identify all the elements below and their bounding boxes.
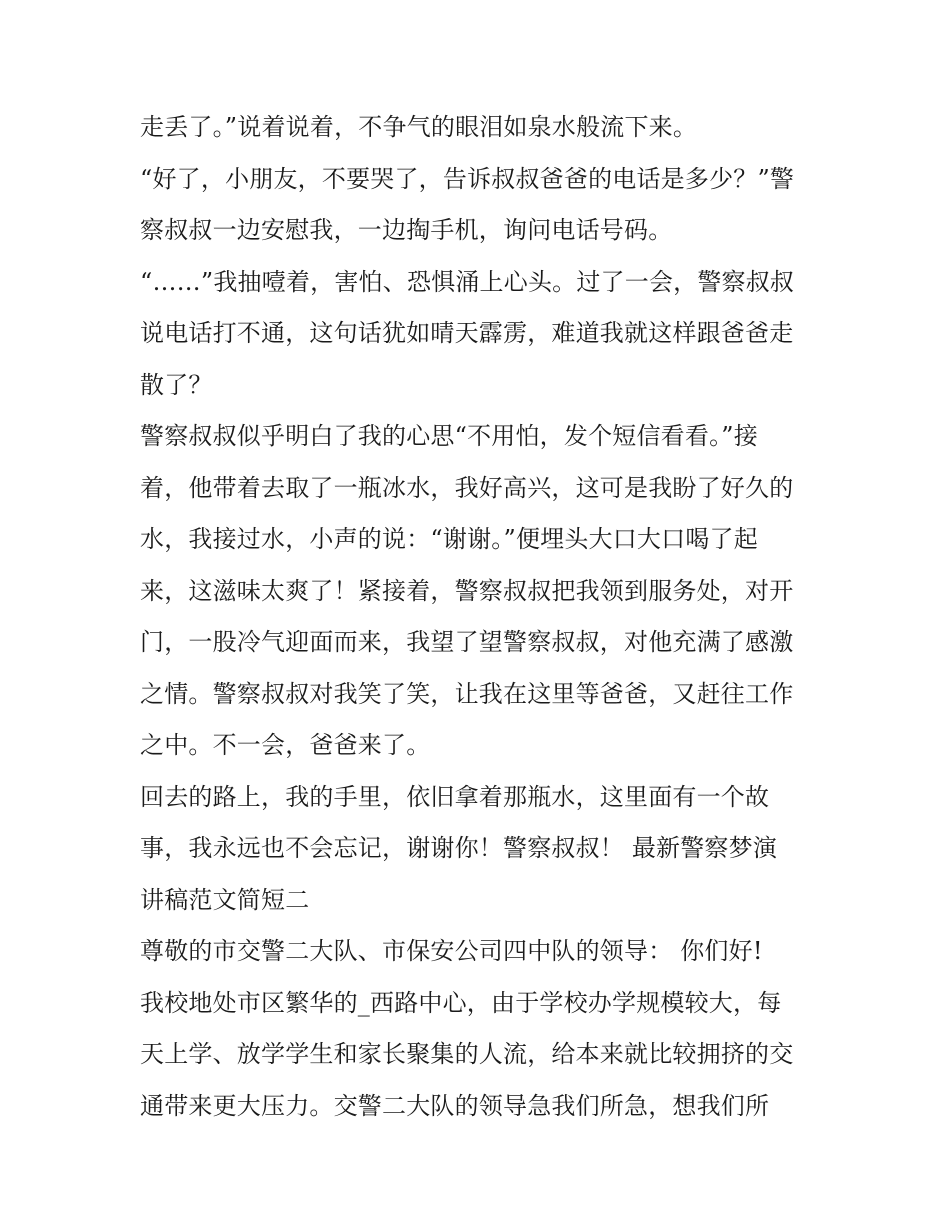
text-line: 水，我接过水，小声的说：“谢谢。”便埋头大口大口喝了起: [140, 525, 758, 553]
text-line: 尊敬的市交警二大队、市保安公司四中队的领导： 你们好!: [140, 937, 763, 965]
text-line: 之中。不一会，爸爸来了。: [140, 731, 431, 759]
text-line: 散了？: [140, 370, 213, 399]
text-line: 我校地处市区繁华的_西路中心，由于学校办学规模较大，每: [140, 988, 782, 1017]
text-line: “……”我抽噎着，害怕、恐惧涌上心头。过了一会，警察叔叔: [140, 267, 795, 296]
text-line: “好了，小朋友，不要哭了，告诉叔叔爸爸的电话是多少？”警: [140, 164, 795, 193]
text-line: 之情。警察叔叔对我笑了笑，让我在这里等爸爸，又赶往工作: [140, 679, 794, 708]
text-line: 走丢了。”说着说着，不争气的眼泪如泉水般流下来。: [140, 113, 698, 141]
text-line: 天上学、放学学生和家长聚集的人流，给本来就比较拥挤的交: [140, 1040, 794, 1068]
text-line: 来，这滋味太爽了！紧接着，警察叔叔把我领到服务处，对开: [140, 576, 794, 605]
text-line: 察叔叔一边安慰我，一边掏手机，询问电话号码。: [140, 216, 673, 244]
text-line: 说电话打不通，这句话犹如晴天霹雳，难道我就这样跟爸爸走: [140, 319, 794, 347]
text-line: 着，他带着去取了一瓶冰水，我好高兴，这可是我盼了好久的: [140, 473, 794, 502]
text-line: 事，我永远也不会忘记，谢谢你！警察叔叔！ 最新警察梦演: [140, 834, 778, 862]
text-line: 讲稿范文简短二: [140, 885, 310, 914]
text-line: 门，一股冷气迎面而来，我望了望警察叔叔，对他充满了感激: [140, 628, 794, 656]
document-body: [140, 102, 830, 1132]
text-line: 警察叔叔似乎明白了我的心思“不用怕，发个短信看看。”接: [140, 422, 758, 450]
text-line: 通带来更大压力。交警二大队的领导急我们所急，想我们所: [140, 1091, 770, 1120]
text-line: 回去的路上，我的手里，依旧拿着那瓶水，这里面有一个故: [140, 782, 770, 811]
